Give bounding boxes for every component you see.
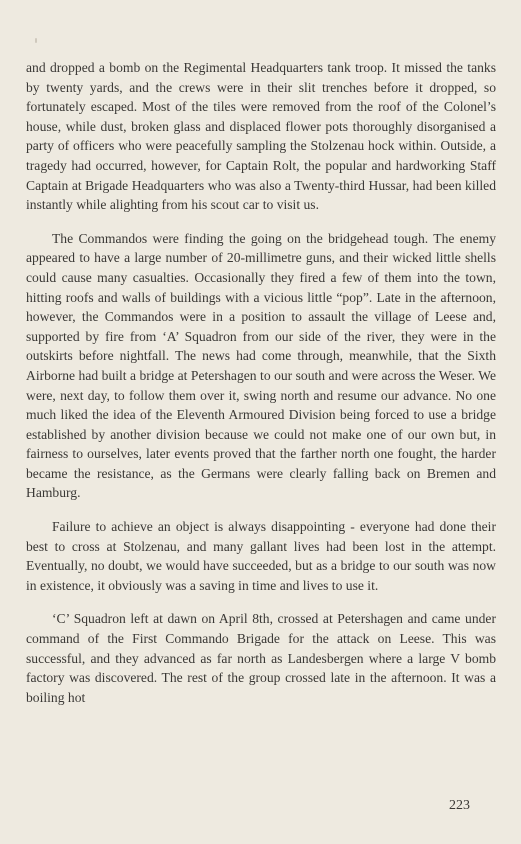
page-body: [26, 58, 496, 707]
page-number: 223: [449, 798, 470, 813]
paragraph-1: and dropped a bomb on the Regimental Headquarters tank troop. It missed the tanks by twenty yards, and the crews were in their slit trenches before it dropped, so fortunately escaped. Most of the tiles were removed from the roof of the Colonel’s house, while dust, broken glass and displaced flower pots thoroughly disorganised a party of officers who were peacefully sampling the Stolzenau hock within. Outside, a tragedy had occurred, however, for Captain Rolt, the popular and hardworking Staff Captain at Brigade Headquarters who was also a Twenty-third Hussar, had been killed instantly while alighting from his scout car to visit us.: [26, 60, 496, 213]
paper-speck: [35, 38, 37, 43]
paragraph-3: Failure to achieve an object is always disappointing - everyone had done their best to cross at Stolzenau, and many gallant lives had been lost in the attempt. Eventually, no doubt, we would have succeeded, but as a bridge to our south was now in existence, it obviously was a saving in time and lives to use it.: [26, 519, 496, 593]
paragraph-4: ‘C’ Squadron left at dawn on April 8th, crossed at Petershagen and came under command of the First Commando Brigade for the attack on Leese. This was successful, and they advanced as far north as Landesbergen where a large V bomb factory was discovered. The rest of the group crossed late in the afternoon. It was a boiling hot: [26, 611, 496, 705]
paragraph-2: The Commandos were finding the going on the bridgehead tough. The enemy appeared to have a large number of 20-millimetre guns, and their wicked little shells could cause many casualties. Occasionally they fired a few of them into the town, hitting roofs and walls of buildings with a vicious little “pop”. Late in the afternoon, however, the Commandos were in a position to assault the village of Leese and, supported by fire from ‘A’ Squadron from our side of the river, they were in the outskirts before nightfall. The news had come through, meanwhile, that the Sixth Airborne had built a bridge at Petershagen to our south and were across the Weser. We were, next day, to follow them over it, swing north and resume our advance. No one much liked the idea of the Eleventh Armoured Division being forced to use a bridge established by another division because we could not make one of our own but, in fairness to ourselves, later events proved that the farther north one fought, the harder became the resistance, as the Germans were clearly falling back on Bremen and Hamburg.: [26, 230, 496, 501]
